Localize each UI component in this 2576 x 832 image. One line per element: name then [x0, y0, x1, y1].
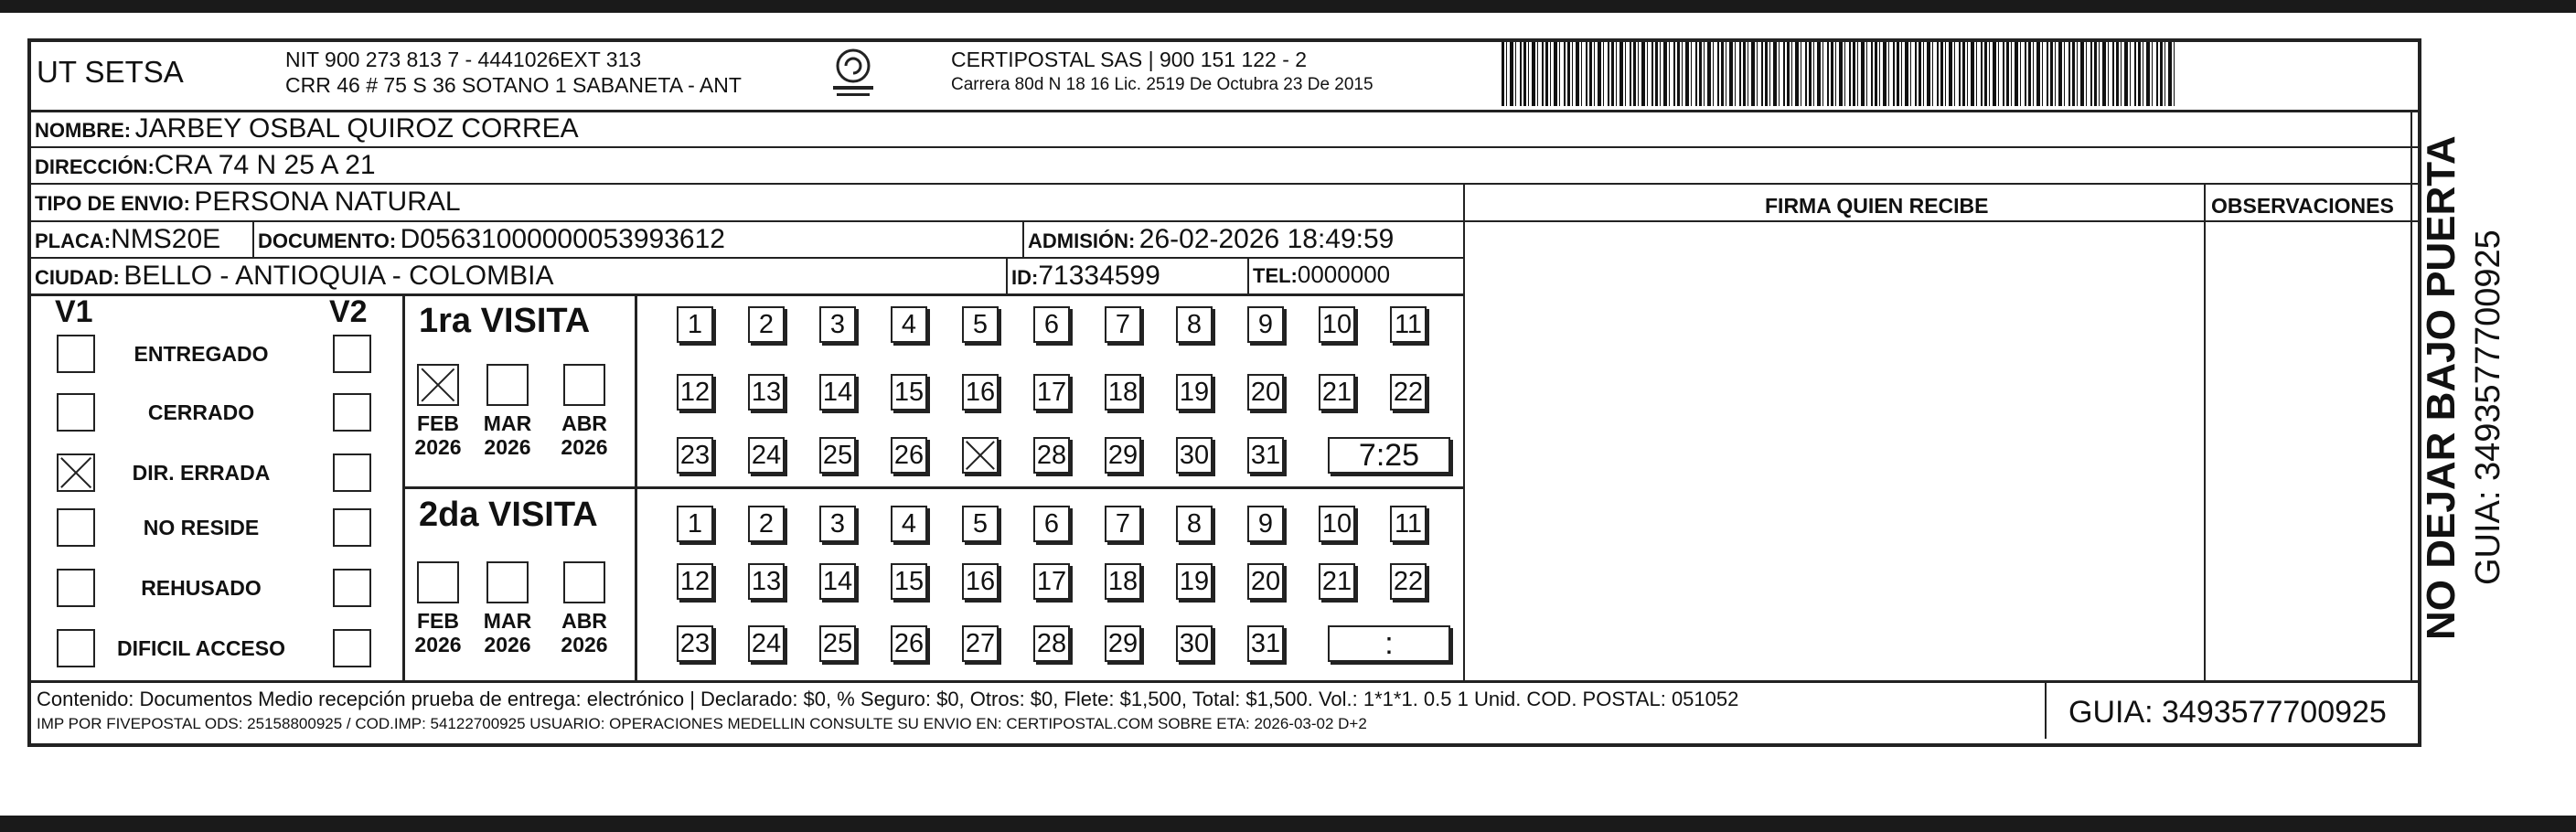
day-box[interactable]: 28 — [1033, 625, 1070, 662]
side-notice: NO DEJAR BAJO PUERTA — [2419, 135, 2464, 640]
day-box[interactable]: 2 — [748, 306, 785, 343]
day-box[interactable]: 13 — [748, 563, 785, 600]
bottom-scan-edge — [0, 816, 2576, 832]
month-year: 2026 — [561, 633, 608, 656]
footer-content: Contenido: Documentos Medio recepción prueba de entrega: electrónico | Declarado: $0, % Seguro: $0, Otros: $0, Flete: $1,500, Total: $1,500. Vol.: 1*1*1. 0.5 1 Unid. COD. POSTAL: 051052 — [37, 688, 1739, 710]
day-box[interactable]: 29 — [1105, 437, 1141, 474]
footer-guia: GUIA: 3493577700925 — [2068, 695, 2387, 730]
month-checkbox[interactable] — [417, 364, 459, 406]
status-label: DIR. ERRADA — [132, 461, 271, 485]
rule — [31, 680, 2418, 683]
day-box[interactable]: 23 — [677, 625, 713, 662]
month-year: 2026 — [414, 435, 462, 459]
day-box[interactable]: 23 — [677, 437, 713, 474]
day-box[interactable]: 15 — [891, 563, 927, 600]
month-name: FEB — [417, 411, 459, 435]
day-box[interactable]: 6 — [1033, 506, 1070, 542]
day-box[interactable]: 7 — [1105, 506, 1141, 542]
day-box[interactable]: 19 — [1176, 374, 1213, 411]
day-box[interactable]: 10 — [1319, 306, 1355, 343]
day-box[interactable]: 24 — [748, 625, 785, 662]
day-box[interactable]: 9 — [1247, 506, 1284, 542]
month-name: ABR — [561, 411, 607, 435]
field-direccion: DIRECCIÓN:CRA 74 N 25 A 21 — [35, 150, 376, 180]
rule — [1006, 257, 1008, 293]
day-box[interactable]: 14 — [819, 374, 856, 411]
firma-header: FIRMA QUIEN RECIBE — [1765, 194, 1989, 218]
field-admision: ADMISIÓN: 26-02-2026 18:49:59 — [1028, 224, 1395, 254]
day-box[interactable]: 22 — [1390, 563, 1427, 600]
partner-name: CERTIPOSTAL SAS | 900 151 122 - 2 — [951, 48, 1308, 71]
observaciones-header: OBSERVACIONES — [2211, 194, 2394, 218]
day-box[interactable]: 21 — [1319, 563, 1355, 600]
day-box[interactable]: 25 — [819, 437, 856, 474]
rule — [1022, 220, 1024, 257]
rule — [31, 110, 2418, 112]
status-label: ENTREGADO — [134, 342, 269, 366]
month-name: ABR — [561, 609, 607, 633]
field-tipo-envio: TIPO DE ENVIO: PERSONA NATURAL — [35, 187, 461, 217]
day-box[interactable]: 14 — [819, 563, 856, 600]
month-label — [411, 411, 465, 459]
day-box[interactable]: 25 — [819, 625, 856, 662]
day-box[interactable]: 26 — [891, 437, 927, 474]
day-box[interactable]: 15 — [891, 374, 927, 411]
day-box[interactable]: 16 — [962, 563, 999, 600]
day-box[interactable]: 12 — [677, 563, 713, 600]
day-box[interactable]: 8 — [1176, 506, 1213, 542]
month-checkbox[interactable] — [486, 561, 529, 603]
time-box[interactable]: : — [1328, 625, 1450, 662]
v2-checkbox[interactable] — [333, 335, 371, 373]
rule — [31, 220, 2418, 222]
day-box[interactable]: 7 — [1105, 306, 1141, 343]
month-year: 2026 — [414, 633, 462, 656]
day-box[interactable]: 30 — [1176, 437, 1213, 474]
rule — [31, 183, 2418, 185]
rule — [402, 293, 405, 680]
rule — [2204, 183, 2206, 680]
month-name: MAR — [483, 411, 532, 435]
day-box[interactable]: 5 — [962, 306, 999, 343]
month-checkbox[interactable] — [417, 561, 459, 603]
footer-print-info: IMP POR FIVEPOSTAL ODS: 25158800925 / COD.IMP: 54122700925 USUARIO: OPERACIONES MEDELLIN CONSULTE SU ENVIO EN: CERTIPOSTAL.COM SOBRE ETA: 2026-03-02 D+2 — [37, 715, 1367, 732]
day-box[interactable]: 31 — [1247, 437, 1284, 474]
day-box[interactable]: 21 — [1319, 374, 1355, 411]
rule — [2410, 110, 2412, 680]
month-year: 2026 — [484, 435, 531, 459]
v2-checkbox[interactable] — [333, 629, 371, 667]
month-checkbox[interactable] — [486, 364, 529, 406]
month-label — [557, 411, 612, 459]
day-box[interactable]: 6 — [1033, 306, 1070, 343]
field-tel: TEL:0000000 — [1253, 261, 1391, 288]
v2-checkbox[interactable] — [333, 508, 371, 547]
company-address: CRR 46 # 75 S 36 SOTANO 1 SABANETA - ANT — [285, 73, 742, 97]
day-box[interactable]: 29 — [1105, 625, 1141, 662]
day-box[interactable]: 11 — [1390, 306, 1427, 343]
day-box[interactable]: 19 — [1176, 563, 1213, 600]
day-box[interactable]: 27 — [962, 625, 999, 662]
company-name: UT SETSA — [37, 55, 184, 89]
visit2-title: 2da VISITA — [419, 496, 598, 534]
day-box[interactable]: 30 — [1176, 625, 1213, 662]
day-box[interactable] — [962, 437, 999, 474]
day-box[interactable]: 22 — [1390, 374, 1427, 411]
status-label: NO RESIDE — [143, 516, 260, 539]
day-box[interactable]: 18 — [1105, 374, 1141, 411]
rule — [2045, 680, 2047, 739]
day-box[interactable]: 20 — [1247, 374, 1284, 411]
rule — [31, 293, 1463, 296]
day-box[interactable]: 5 — [962, 506, 999, 542]
rule — [31, 146, 2418, 148]
day-box[interactable]: 28 — [1033, 437, 1070, 474]
field-nombre: NOMBRE: JARBEY OSBAL QUIROZ CORREA — [35, 113, 579, 144]
month-label — [480, 609, 535, 656]
time-box[interactable]: 7:25 — [1328, 437, 1450, 474]
v2-checkbox[interactable] — [333, 569, 371, 607]
day-box[interactable]: 3 — [819, 506, 856, 542]
field-placa: PLACA:NMS20E — [35, 224, 221, 254]
rule — [252, 220, 254, 257]
v2-checkbox[interactable] — [333, 393, 371, 432]
day-box[interactable]: 10 — [1319, 506, 1355, 542]
month-year: 2026 — [561, 435, 608, 459]
month-label — [480, 411, 535, 459]
day-box[interactable]: 17 — [1033, 374, 1070, 411]
field-id: ID:71334599 — [1011, 261, 1160, 291]
month-checkbox[interactable] — [563, 561, 605, 603]
day-box[interactable]: 24 — [748, 437, 785, 474]
month-name: FEB — [417, 609, 459, 633]
day-box[interactable]: 2 — [748, 506, 785, 542]
side-guia: GUIA: 3493577700925 — [2469, 229, 2507, 585]
day-box[interactable]: 26 — [891, 625, 927, 662]
month-name: MAR — [483, 609, 532, 633]
day-box[interactable]: 13 — [748, 374, 785, 411]
top-scan-edge — [0, 0, 2576, 13]
day-box[interactable]: 18 — [1105, 563, 1141, 600]
day-box[interactable]: 17 — [1033, 563, 1070, 600]
day-box[interactable]: 31 — [1247, 625, 1284, 662]
day-box[interactable]: 16 — [962, 374, 999, 411]
month-label — [411, 609, 465, 656]
v2-header: V2 — [329, 294, 368, 329]
status-label: CERRADO — [147, 400, 255, 424]
day-box[interactable]: 9 — [1247, 306, 1284, 343]
v2-checkbox[interactable] — [333, 453, 371, 492]
day-box[interactable]: 20 — [1247, 563, 1284, 600]
day-box[interactable]: 1 — [677, 306, 713, 343]
status-label: DIFICIL ACCESO — [116, 636, 285, 660]
status-label: REHUSADO — [141, 576, 262, 600]
rule — [1247, 257, 1249, 293]
day-box[interactable]: 4 — [891, 306, 927, 343]
company-nit: NIT 900 273 813 7 - 4441026EXT 313 — [285, 48, 642, 71]
rule — [1463, 183, 1465, 680]
v1-header: V1 — [55, 294, 93, 329]
day-box[interactable]: 1 — [677, 506, 713, 542]
field-ciudad: CIUDAD: BELLO - ANTIOQUIA - COLOMBIA — [35, 261, 554, 291]
field-documento: DOCUMENTO: D05631000000053993612 — [258, 224, 725, 254]
rule — [635, 293, 637, 680]
day-box[interactable]: 8 — [1176, 306, 1213, 343]
day-box[interactable]: 3 — [819, 306, 856, 343]
day-box[interactable]: 4 — [891, 506, 927, 542]
visit1-title: 1ra VISITA — [419, 302, 591, 340]
rule — [402, 486, 1463, 489]
partner-address: Carrera 80d N 18 16 Lic. 2519 De Octubra 23 De 2015 — [951, 75, 1374, 94]
day-box[interactable]: 11 — [1390, 506, 1427, 542]
day-box[interactable]: 12 — [677, 374, 713, 411]
month-label — [557, 609, 612, 656]
month-year: 2026 — [484, 633, 531, 656]
month-checkbox[interactable] — [563, 364, 605, 406]
